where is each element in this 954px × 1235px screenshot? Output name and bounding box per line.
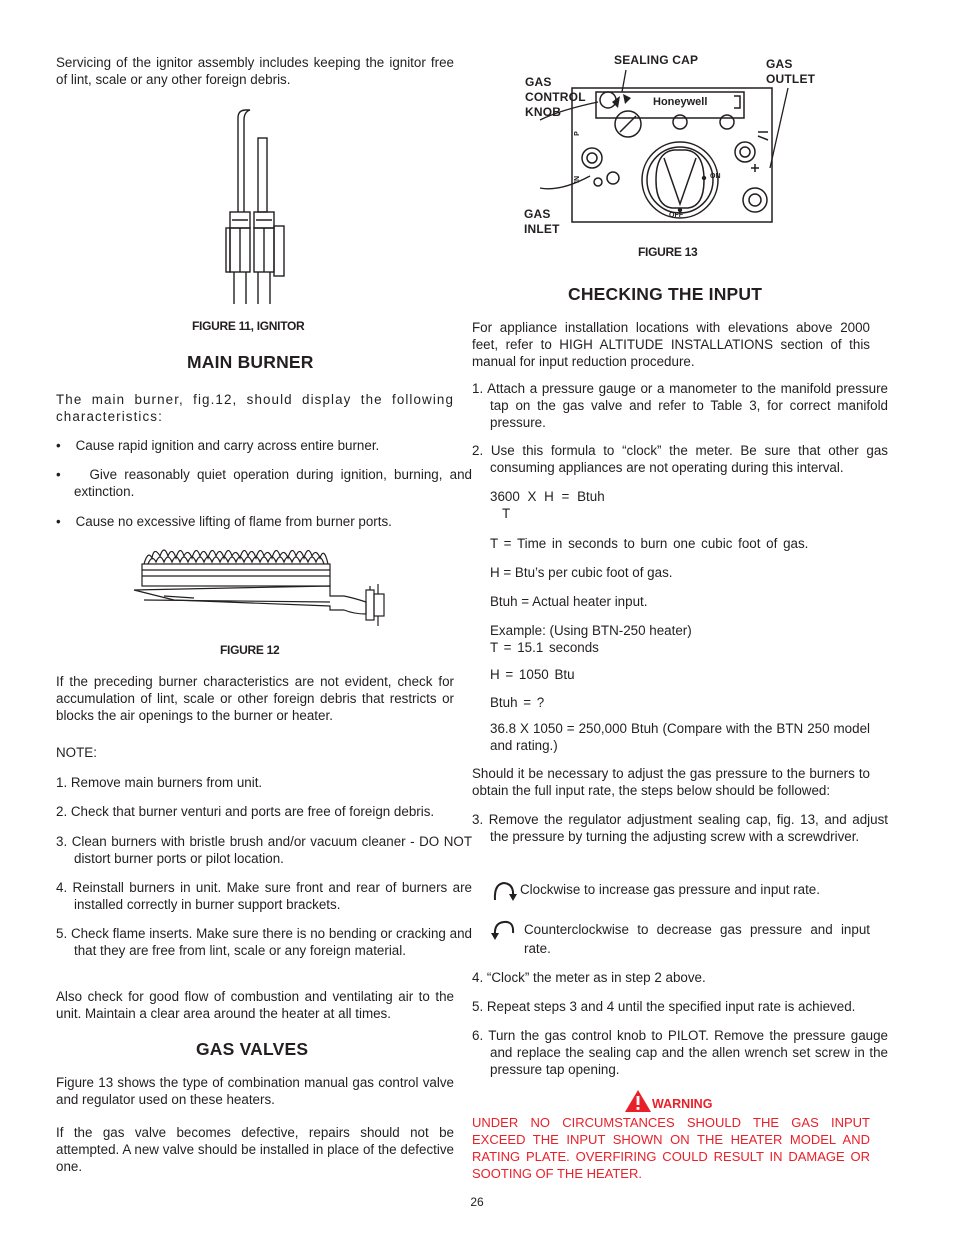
t-definition: T = Time in seconds to burn one cubic foot of gas. [490, 536, 809, 551]
counterclockwise-text: Counterclockwise to decrease gas pressure and input rate. [524, 922, 870, 956]
counterclockwise-icon [492, 919, 516, 941]
bullet-item: • Cause no excessive lifting of flame from burner ports. [56, 514, 392, 529]
calculation: 36.8 X 1050 = 250,000 Btuh (Compare with the BTN 250 model and rating.) [490, 721, 870, 753]
warning-label: WARNING [652, 1097, 713, 1111]
warning-icon [624, 1089, 652, 1113]
pressure-tap-label: P [573, 131, 581, 136]
step-5: 5. Repeat steps 3 and 4 until the specified input rate is achieved. [472, 999, 856, 1014]
step-4: 4. “Clock” the meter as in step 2 above. [472, 970, 706, 985]
clockwise-icon [492, 880, 516, 902]
label-gas-inlet: GAS INLET [524, 207, 560, 236]
step-2: 2. Use this formula to “clock” the meter. Be sure that other gas consuming appliances are not operating during this interval. [472, 443, 888, 475]
gas-valves-paragraph-1: Figure 13 shows the type of combination manual gas control valve and regulator used on these heaters. [56, 1075, 454, 1107]
figure-13 [0, 0, 954, 270]
label-gas-outlet: GAS OUTLET [766, 57, 816, 86]
knob-on-label: ON [710, 173, 721, 180]
warning-text: UNDER NO CIRCUMSTANCES SHOULD THE GAS INPUT EXCEED THE INPUT SHOWN ON THE HEATER MODEL AND RATING PLATE. OVERFIRING COULD RESULT IN DAMAGE OR SOOTING OF THE HEATER. [472, 1115, 870, 1181]
main-burner-intro: The main burner, fig.12, should display the following characteristics: [56, 392, 454, 424]
label-sealing-cap: SEALING CAP [614, 53, 699, 67]
note-item: 3. Clean burners with bristle brush and/or vacuum cleaner - DO NOT distort burner ports or pilot location. [56, 834, 472, 866]
gas-valve-drawing [0, 0, 954, 270]
checking-intro: For appliance installation locations with elevations above 2000 feet, refer to HIGH ALTITUDE INSTALLATIONS section of this manual for input reduction procedure. [472, 320, 870, 369]
knob-off-label: OFF [669, 212, 683, 219]
note-label: NOTE: [56, 745, 97, 760]
ignitor-intro: Servicing of the ignitor assembly includes keeping the ignitor free of lint, scale or any other foreign debris. [56, 55, 454, 87]
burner-figure [134, 540, 390, 626]
step-3: 3. Remove the regulator adjustment sealing cap, fig. 13, and adjust the pressure by turning the adjusting screw with a screwdriver. [472, 812, 888, 844]
example-line-1: Example: (Using BTN-250 heater) [490, 623, 692, 638]
page-number: 26 [470, 1195, 484, 1209]
gas-valves-paragraph-2: If the gas valve becomes defective, repairs should not be attempted. A new valve should be installed in place of the defective one. [56, 1125, 454, 1174]
gas-valves-heading: GAS VALVES [196, 1039, 309, 1059]
h-definition: H = Btu’s per cubic foot of gas. [490, 565, 673, 580]
note-item: 1. Remove main burners from unit. [56, 775, 263, 790]
formula-line-2: T [502, 506, 511, 521]
step-1: 1. Attach a pressure gauge or a manometer to the manifold pressure tap on the gas valve and refer to Table 3, for correct manifold pressure. [472, 381, 888, 430]
also-check-paragraph: Also check for good flow of combustion and ventilating air to the unit. Maintain a clear area around the heater at all times. [56, 989, 454, 1021]
figure-11-caption: FIGURE 11, IGNITOR [192, 319, 305, 333]
note-item: 2. Check that burner venturi and ports are free of foreign debris. [56, 804, 435, 819]
figure-13-caption: FIGURE 13 [638, 245, 698, 259]
step-6: 6. Turn the gas control knob to PILOT. Remove the pressure gauge and replace the sealing cap and the allen wrench set screw in the pressure tap opening. [472, 1028, 888, 1077]
note-item: 5. Check flame inserts. Make sure there is no bending or cracking and that they are free from lint, scale or any foreign material. [56, 926, 472, 958]
btuh-definition: Btuh = Actual heater input. [490, 594, 648, 609]
label-gas-control-knob: GAS CONTROL KNOB [525, 75, 586, 119]
formula-line-1: 3600 X H = Btuh [490, 489, 605, 504]
main-burner-heading: MAIN BURNER [187, 352, 314, 372]
should-paragraph: Should it be necessary to adjust the gas pressure to the burners to obtain the full input rate, the steps below should be followed: [472, 766, 870, 798]
h-example: H = 1050 Btu [490, 667, 575, 682]
figure-12-caption: FIGURE 12 [220, 643, 280, 657]
preceding-paragraph: If the preceding burner characteristics are not evident, check for accumulation of lint, scale or other foreign debris that restricts or blocks the air openings to the burner or heater. [56, 674, 454, 723]
bullet-item: • Cause rapid ignition and carry across entire burner. [56, 438, 380, 453]
note-item: 4. Reinstall burners in unit. Make sure front and rear of burners are installed correctly in burner support brackets. [56, 880, 472, 912]
bullet-item: • Give reasonably quiet operation during ignition, burning, and extinction. [56, 467, 472, 499]
btuh-question: Btuh = ? [490, 695, 545, 710]
example-line-2: T = 15.1 seconds [490, 640, 599, 655]
inlet-in-label: IN [574, 176, 581, 183]
checking-input-heading: CHECKING THE INPUT [568, 284, 763, 304]
honeywell-brand: Honeywell [653, 96, 708, 108]
clockwise-text: Clockwise to increase gas pressure and input rate. [520, 882, 820, 897]
